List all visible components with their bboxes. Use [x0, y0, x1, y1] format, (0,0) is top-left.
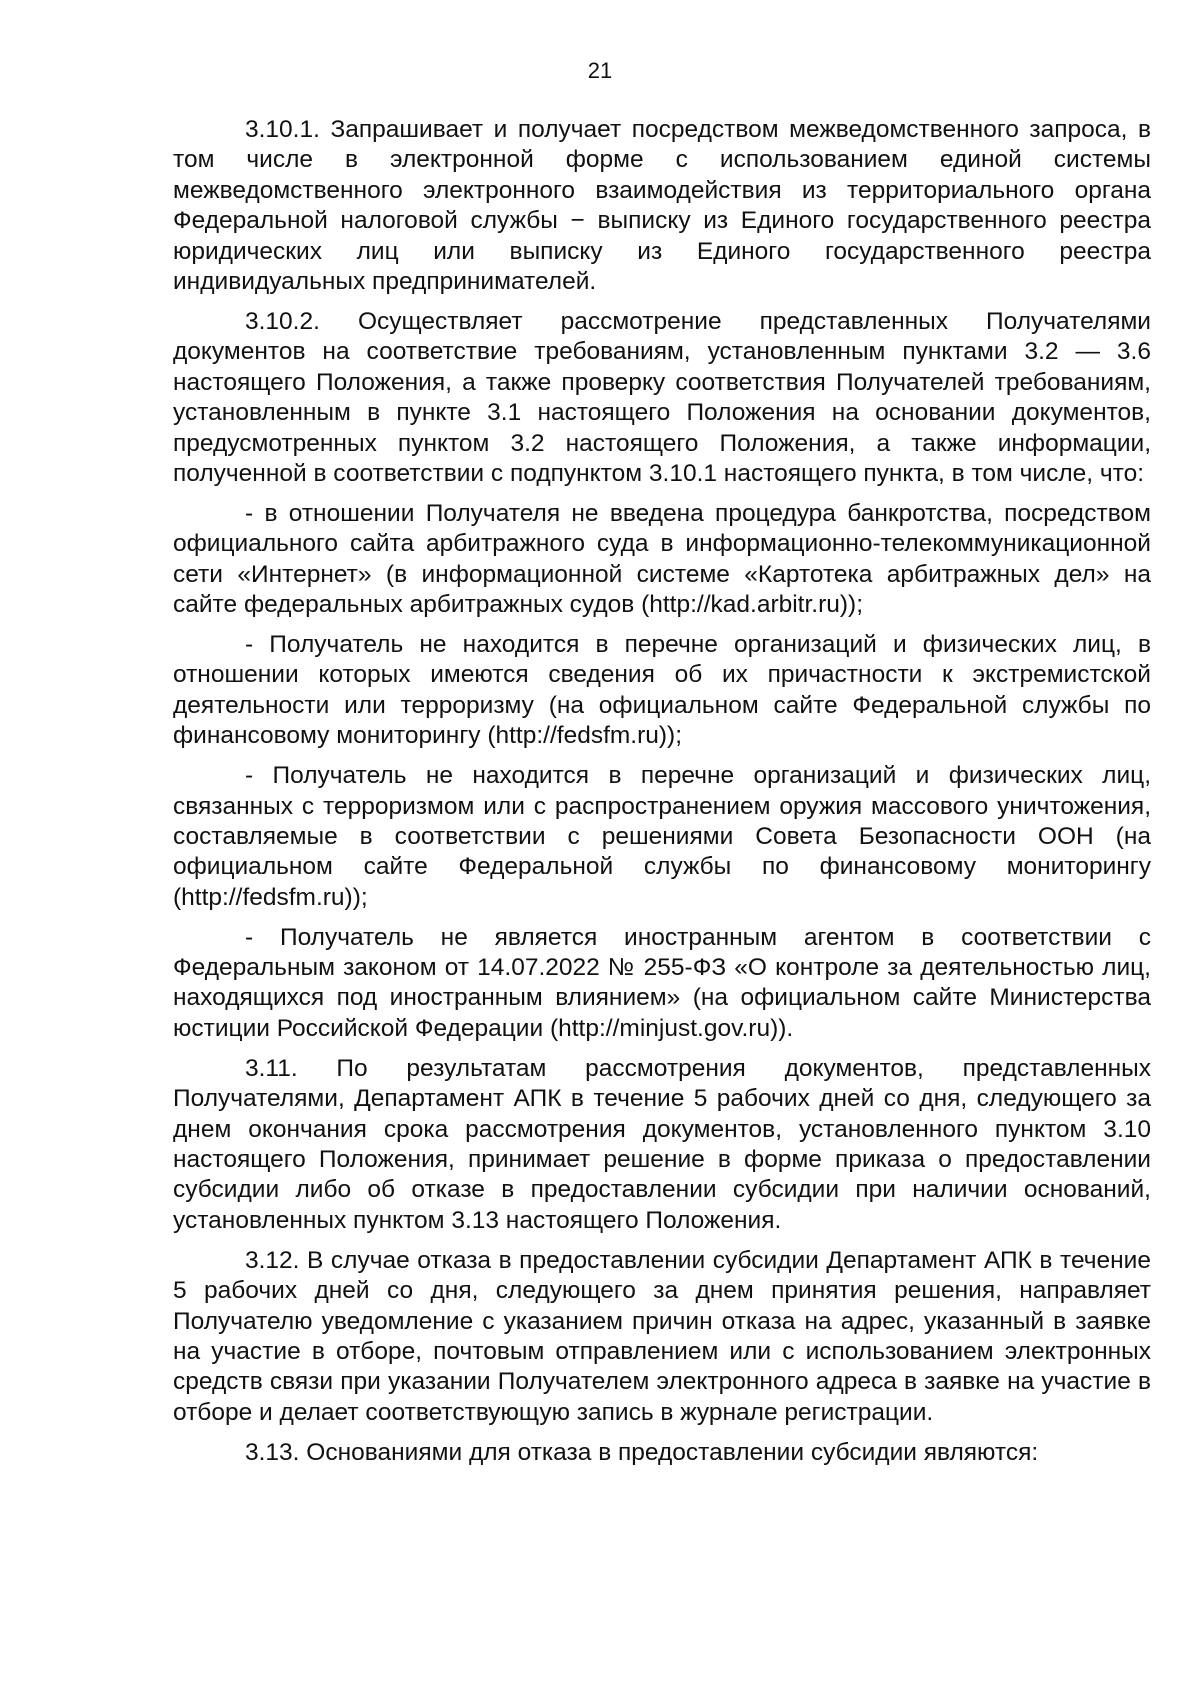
list-item-bankruptcy: - в отношении Получателя не введена процедура банкротства, посредством официального сайта арбитражного суда в информационно-телекоммуникационной сети «Интернет» (в информационной системе «Картотека арбитражных дел» на сайте федеральных арбитражных судов (http://kad.arbitr.ru)); — [173, 499, 1151, 619]
paragraph-3-10-2: 3.10.2. Осуществляет рассмотрение представленных Получателями документов на соответствие требованиям, установленным пунктами 3.2 — 3.6 настоящего Положения, а также проверку соответствия Получателей требованиям, установленным в пункте 3.1 настоящего Положения на основании документов, предусмотренных пунктом 3.2 настоящего Положения, а также информации, полученной в соответствии с подпунктом 3.10.1 настоящего пункта, в том числе, что: — [173, 307, 1151, 487]
paragraph-3-11: 3.11. По результатам рассмотрения документов, представленных Получателями, Департамент АПК в течение 5 рабочих дней со дня, следующего за днем окончания срока рассмотрения документов, установленного пунктом 3.10 настоящего Положения, принимает решение в форме приказа о предоставлении субсидии либо об отказе в предоставлении субсидии при наличии оснований, установленных пунктом 3.13 настоящего Положения. — [173, 1054, 1151, 1234]
list-item-extremism: - Получатель не находится в перечне организаций и физических лиц, в отношении которых имеются сведения об их причастности к экстремистской деятельности или терроризму (на официальном сайте Федеральной службы по финансовому мониторингу (http://fedsfm.ru)); — [173, 631, 1151, 750]
list-item-terrorism: - Получатель не находится в перечне организаций и физических лиц, связанных с терроризмом или с распространением оружия массового уничтожения, составляемые в соответствии с решениями Совета Безопасности ООН (на официальном сайте Федеральной службы по финансовому мониторингу (http://fedsfm.ru)); — [173, 762, 1151, 911]
paragraph-3-10-1: 3.10.1. Запрашивает и получает посредством межведомственного запроса, в том числе в электронной форме с использованием единой системы межведомственного электронного взаимодействия из территориального органа Федеральной налоговой службы − выписку из Единого государственного реестра юридических лиц или выписку из Единого государственного реестра индивидуальных предпринимателей. — [173, 116, 1151, 296]
paragraph-3-12: 3.12. В случае отказа в предоставлении субсидии Департамент АПК в течение 5 рабочих дней со дня, следующего за днем принятия решения, направляет Получателю уведомление с указанием причин отказа на адрес, указанный в заявке на участие в отборе, почтовым отправлением или с использованием электронных средств связи при указании Получателем электронного адреса в заявке на участие в отборе и делает соответствующую запись в журнале регистрации. — [173, 1246, 1151, 1426]
page-number: 21 — [587, 58, 613, 83]
document-body — [173, 115, 1151, 1468]
list-item-foreign-agent: - Получатель не является иностранным агентом в соответствии с Федеральным законом от 14.07.2022 № 255-ФЗ «О контроле за деятельностью лиц, находящихся под иностранным влиянием» (на официальном сайте Министерства юстиции Российской Федерации (http://minjust.gov.ru)). — [173, 923, 1151, 1042]
paragraph-3-13: 3.13. Основаниями для отказа в предоставлении субсидии являются: — [245, 1438, 1039, 1466]
